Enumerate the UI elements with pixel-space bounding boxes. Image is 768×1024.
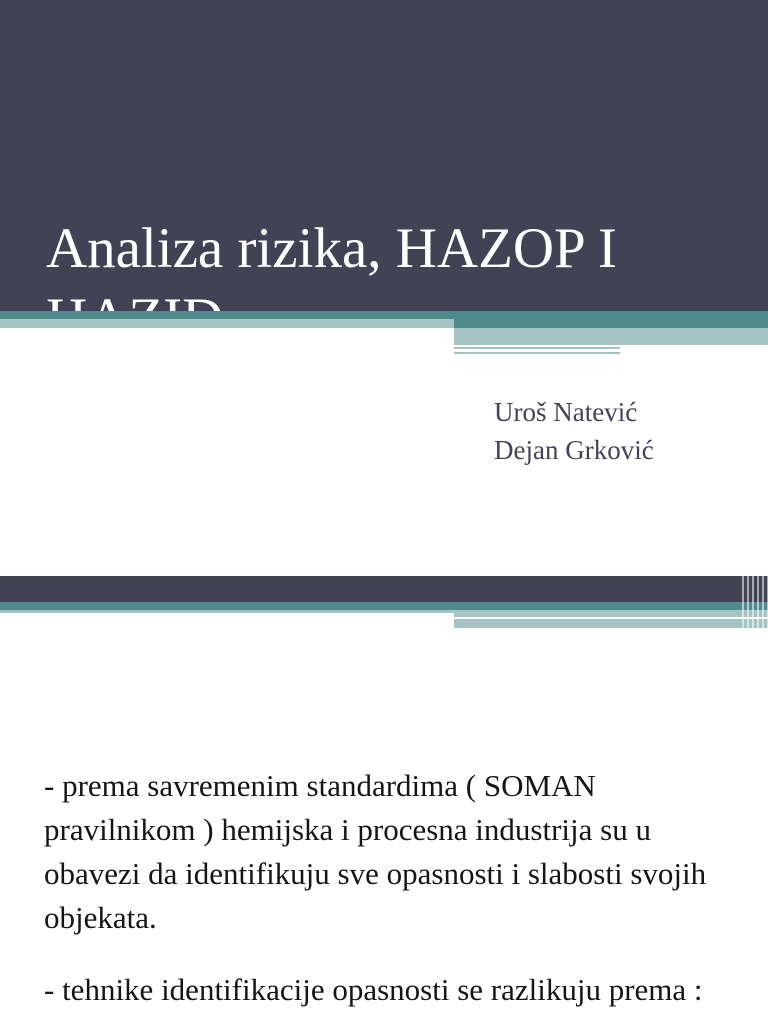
decorative-stripe: [0, 319, 454, 328]
decorative-stripe: [454, 328, 768, 345]
author-list: [494, 393, 654, 469]
slide-title: Analiza rizika, HAZOP I: [46, 217, 617, 280]
decorative-line: [454, 347, 620, 349]
decorative-stripe: [0, 311, 454, 319]
content-area-top: [0, 328, 454, 358]
decorative-stripe: [454, 311, 768, 328]
author-name: Uroš Natević: [494, 397, 638, 427]
content-slide: [0, 576, 768, 1024]
decorative-stripe: [0, 602, 768, 610]
bullet-paragraph: - prema savremenim standardima ( SOMAN pravilnikom ) hemijska i procesna industrija su u obavezi da identifikuju sve opasnosti i slabosti svojih objekata.: [44, 768, 707, 935]
author-name: Dejan Grković: [494, 435, 654, 465]
bullet-paragraph: - tehnike identifikacije opasnosti se razlikuju prema :: [44, 972, 703, 1007]
decorative-stripe: [0, 610, 454, 613]
decorative-ticks: [742, 576, 768, 628]
slide-body: [44, 764, 734, 1024]
decorative-line: [620, 347, 768, 349]
decorative-line: [454, 352, 620, 354]
decorative-stripe: [454, 610, 768, 628]
header-band: [0, 576, 768, 602]
decorative-line: [454, 617, 768, 619]
